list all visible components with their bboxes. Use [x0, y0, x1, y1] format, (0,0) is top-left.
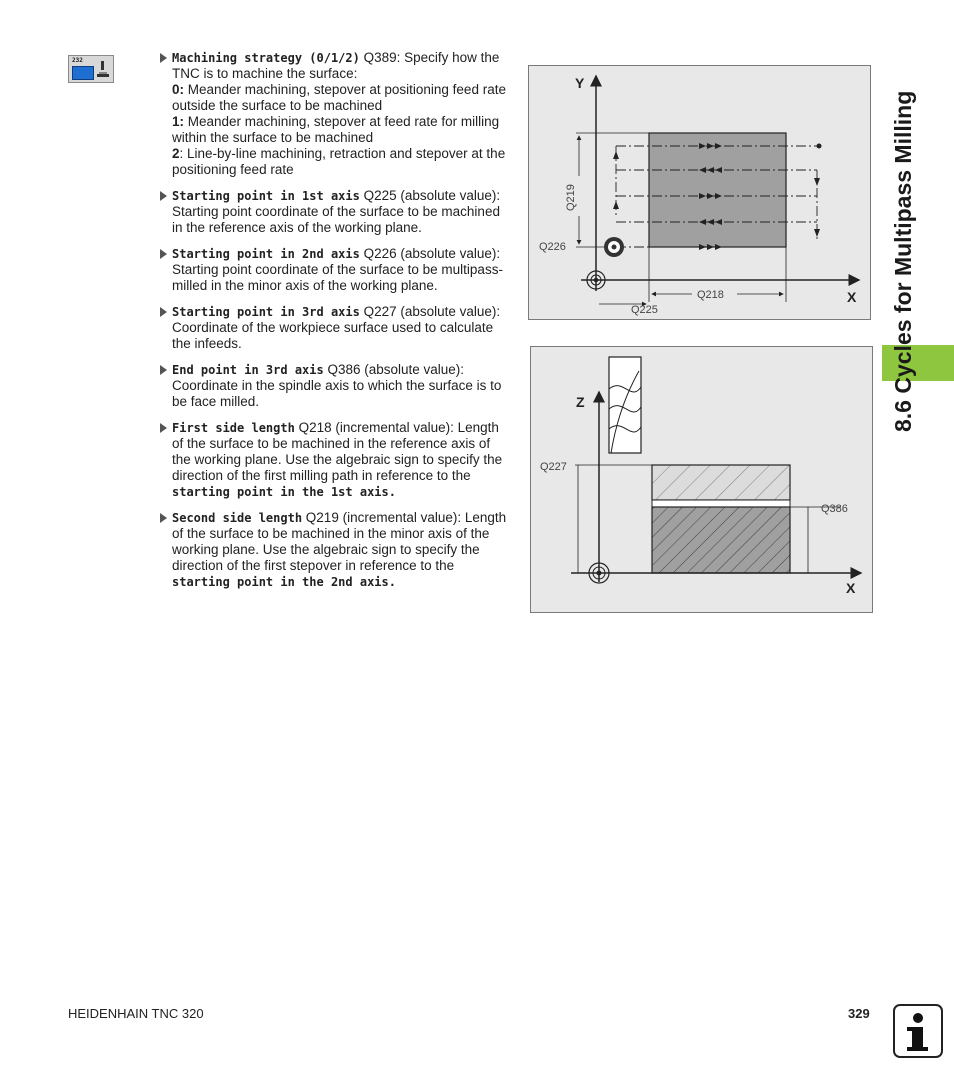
x-axis-label: X — [847, 289, 857, 305]
end-mill-icon — [609, 357, 641, 453]
bullet-arrow-icon — [160, 423, 167, 433]
param-label: Second side length — [172, 511, 303, 525]
param-text: Q226 (absolute value): Starting point coordinate of the surface to be multipass-milled in the minor axis of the working plane. — [172, 246, 503, 293]
param-reference: starting point in the 2nd axis. — [172, 575, 396, 589]
param-text: Q386 (absolute value): Coordinate in the spindle axis to which the surface is to be face milled. — [172, 362, 502, 409]
q219-label: Q219 — [565, 184, 577, 211]
param-q219 — [160, 510, 512, 590]
option-key: 0: — [172, 82, 185, 97]
param-label: First side length — [172, 421, 295, 435]
param-reference: starting point in the 1st axis. — [172, 485, 396, 499]
param-label: End point in 3rd axis — [172, 363, 324, 377]
param-q226 — [160, 246, 512, 294]
param-q225 — [160, 188, 512, 236]
bullet-arrow-icon — [160, 365, 167, 375]
param-q218 — [160, 420, 512, 500]
option-key: 2 — [172, 146, 180, 161]
info-icon — [893, 1004, 943, 1058]
z-axis-label: Z — [576, 394, 585, 410]
param-text: Q219 (incremental value): Length of the surface to be machined in the minor axis of the working plane. Use the algebraic sign to specify the direction of the first stepover in reference to the — [172, 510, 507, 573]
tool-icon — [97, 61, 109, 78]
bullet-arrow-icon — [160, 513, 167, 523]
q218-label: Q218 — [697, 289, 724, 301]
milling-cutter-icon — [604, 237, 624, 257]
q386-label: Q386 — [821, 503, 848, 515]
x-axis-label: X — [846, 580, 856, 596]
option-text: Meander machining, stepover at feed rate for milling within the surface to be machined — [172, 114, 500, 145]
bullet-arrow-icon — [160, 53, 167, 63]
cycle-number: 232 — [72, 57, 83, 64]
workpiece-icon-shape — [72, 66, 94, 80]
bullet-arrow-icon — [160, 249, 167, 259]
figure-xz-plane — [530, 346, 873, 613]
param-label: Machining strategy (0/1/2) — [172, 51, 360, 65]
param-text: Q225 (absolute value): Starting point coordinate of the surface to be machined in the reference axis of the working plane. — [172, 188, 501, 235]
param-q389 — [160, 50, 512, 178]
chapter-title: 8.6 Cycles for Multipass Milling — [890, 90, 916, 432]
finish-allowance — [652, 500, 790, 507]
cycle-232-icon — [68, 55, 114, 83]
option-key: 1: — [172, 114, 185, 129]
q226-label: Q226 — [539, 241, 566, 253]
workpiece-body — [652, 507, 790, 573]
q225-label: Q225 — [631, 304, 658, 316]
y-axis-label: Y — [575, 75, 585, 91]
figure-xy-svg — [529, 66, 870, 319]
param-label: Starting point in 1st axis — [172, 189, 360, 203]
material-to-remove — [652, 465, 790, 500]
param-text: Q218 (incremental value): Length of the surface to be machined in the reference axis of the working plane. Use the algebraic sign to specify the direction of the first milling path in reference to the — [172, 420, 503, 483]
param-label: Starting point in 2nd axis — [172, 247, 360, 261]
figure-xy-plane — [528, 65, 871, 320]
param-label: Starting point in 3rd axis — [172, 305, 360, 319]
q227-label: Q227 — [540, 461, 567, 473]
workpiece-rect — [649, 133, 786, 247]
figure-xz-svg — [531, 347, 872, 612]
page-number: 329 — [848, 1006, 870, 1021]
option-text: Meander machining, stepover at positioning feed rate outside the surface to be machined — [172, 82, 506, 113]
footer-product: HEIDENHAIN TNC 320 — [68, 1006, 204, 1021]
bullet-arrow-icon — [160, 307, 167, 317]
param-text: Q389: Specify how the TNC is to machine the surface: — [172, 50, 500, 81]
param-text: Q227 (absolute value): Coordinate of the workpiece surface used to calculate the infeeds. — [172, 304, 501, 351]
param-q386 — [160, 362, 512, 410]
parameter-list — [160, 50, 512, 600]
bullet-arrow-icon — [160, 191, 167, 201]
option-text: : Line-by-line machining, retraction and stepover at the positioning feed rate — [172, 146, 506, 177]
param-q227 — [160, 304, 512, 352]
